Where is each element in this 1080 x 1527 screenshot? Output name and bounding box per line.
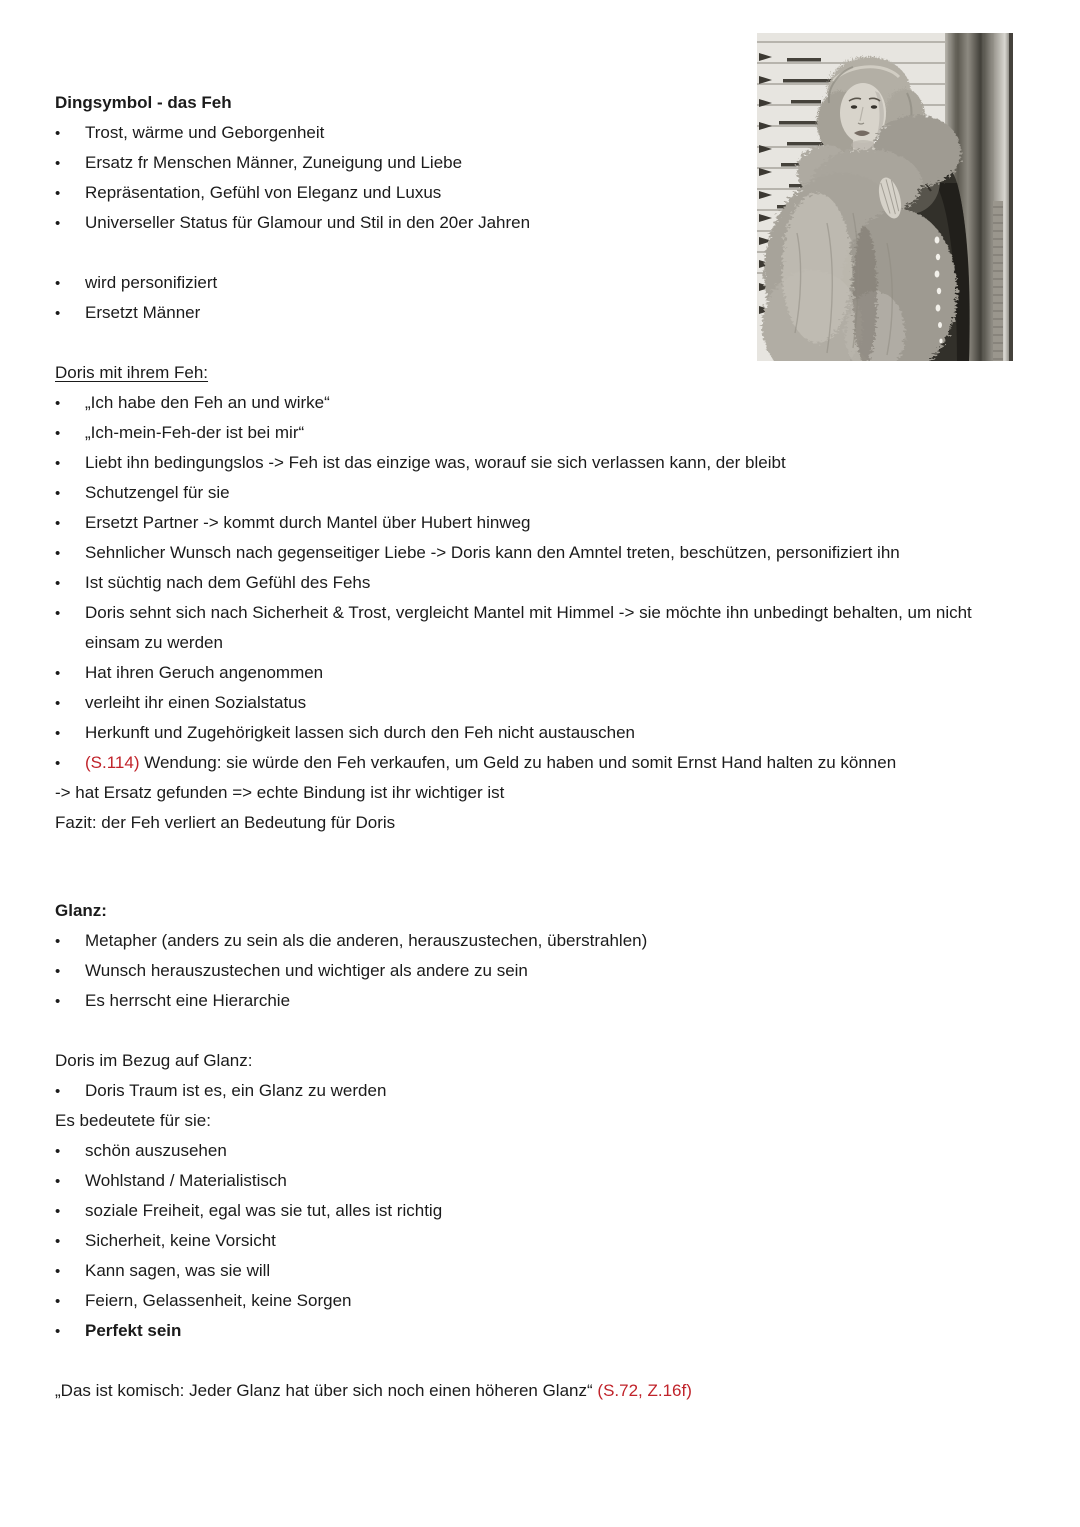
bullet-item — [55, 388, 972, 418]
bullet-icon: • — [55, 993, 61, 1010]
bullet-text: Liebt ihn bedingungslos -> Feh ist das einzige was, worauf sie sich verlassen kann, der bleibt — [85, 453, 786, 472]
bullet-item — [55, 148, 972, 178]
bullet-item — [55, 1226, 972, 1256]
bullet-item — [55, 1286, 972, 1316]
bullet-icon: • — [55, 125, 61, 142]
bullet-icon: • — [55, 215, 61, 232]
bullet-text: Kann sagen, was sie will — [85, 1261, 271, 1280]
bullet-item — [55, 478, 972, 508]
bullet-text: Wohlstand / Materialistisch — [85, 1171, 287, 1190]
bullet-icon: • — [55, 755, 61, 772]
bullet-icon: • — [55, 1083, 61, 1100]
bullet-text: soziale Freiheit, egal was sie tut, alles ist richtig — [85, 1201, 443, 1220]
bullet-icon: • — [55, 605, 61, 622]
bullet-item — [55, 1196, 972, 1226]
bullet-icon: • — [55, 695, 61, 712]
bullet-text: Sehnlicher Wunsch nach gegenseitiger Liebe -> Doris kann den Amntel treten, beschützen, personifiziert ihn — [85, 543, 900, 562]
bullet-icon: • — [55, 185, 61, 202]
bullet-text: Ersetzt Partner -> kommt durch Mantel über Hubert hinweg — [85, 513, 531, 532]
bullet-item — [55, 986, 972, 1016]
heading-feh: Dingsymbol - das Feh — [55, 93, 232, 112]
bullet-item — [55, 956, 972, 986]
bullet-text: Wendung: sie würde den Feh verkaufen, um Geld zu haben und somit Ernst Hand halten zu können — [144, 753, 897, 772]
bullet-item — [55, 118, 972, 148]
heading-doris-feh — [55, 358, 972, 388]
heading-glanz: Glanz: — [55, 901, 107, 920]
bullet-item — [55, 268, 972, 298]
bullet-item — [55, 538, 972, 568]
bullet-text: Universeller Status für Glamour und Stil in den 20er Jahren — [85, 213, 531, 232]
bullet-icon: • — [55, 545, 61, 562]
bullet-text: Doris sehnt sich nach Sicherheit & Trost, vergleicht Mantel mit Himmel -> sie möchte ihn unbedingt behalten, um nicht — [85, 603, 972, 622]
bullet-icon: • — [55, 425, 61, 442]
spacer — [55, 1346, 972, 1376]
bullet-item — [55, 658, 972, 688]
bullet-icon: • — [55, 1233, 61, 1250]
spacer — [55, 328, 972, 358]
bullet-text: Trost, wärme und Geborgenheit — [85, 123, 325, 142]
bullet-icon: • — [55, 275, 61, 292]
bullet-item-with-reference — [55, 748, 972, 778]
bullet-text: Schutzengel für sie — [85, 483, 230, 502]
bullet-text: Ersatz fr Menschen Männer, Zuneigung und Liebe — [85, 153, 463, 172]
bullet-item — [55, 508, 972, 538]
spacer — [55, 838, 972, 896]
arrow-note: -> hat Ersatz gefunden => echte Bindung ist ihr wichtiger ist — [55, 783, 505, 802]
bullet-text: Ersetzt Männer — [85, 303, 201, 322]
bullet-item — [55, 718, 972, 748]
bullet-icon: • — [55, 1143, 61, 1160]
doris-glanz-intro: Doris im Bezug auf Glanz: — [55, 1051, 253, 1070]
bullet-text: „Ich-mein-Feh-der ist bei mir“ — [85, 423, 305, 442]
bullet-icon: • — [55, 575, 61, 592]
bullet-icon: • — [55, 725, 61, 742]
bullet-item — [55, 688, 972, 718]
bullet-icon: • — [55, 395, 61, 412]
bullet-item — [55, 208, 972, 238]
bullet-text: Repräsentation, Gefühl von Eleganz und Luxus — [85, 183, 442, 202]
bullet-text: wird personifiziert — [85, 273, 218, 292]
page-reference: (S.114) — [85, 753, 140, 772]
underlined-title: Doris mit ihrem Feh: — [55, 363, 209, 382]
spacer — [55, 1016, 972, 1046]
bullet-icon: • — [55, 515, 61, 532]
bullet-icon: • — [55, 963, 61, 980]
bullet-text: Es herrscht eine Hierarchie — [85, 991, 291, 1010]
bullet-item — [55, 568, 972, 598]
bullet-text: Metapher (anders zu sein als die anderen, herauszustechen, überstrahlen) — [85, 931, 648, 950]
bullet-icon: • — [55, 1203, 61, 1220]
bullet-icon: • — [55, 485, 61, 502]
spacer — [55, 238, 972, 268]
bullet-item — [55, 1076, 972, 1106]
bullet-text: schön auszusehen — [85, 1141, 227, 1160]
bullet-item — [55, 1136, 972, 1166]
bullet-text: Ist süchtig nach dem Gefühl des Fehs — [85, 573, 371, 592]
means-label: Es bedeutete für sie: — [55, 1111, 211, 1130]
bullet-icon: • — [55, 1263, 61, 1280]
bullet-icon: • — [55, 455, 61, 472]
bullet-item — [55, 418, 972, 448]
bullet-text: Feiern, Gelassenheit, keine Sorgen — [85, 1291, 352, 1310]
fazit-note: Fazit: der Feh verliert an Bedeutung für Doris — [55, 813, 396, 832]
bullet-continuation: einsam zu werden — [85, 633, 223, 652]
bullet-item — [55, 1256, 972, 1286]
bullet-text: „Ich habe den Feh an und wirke“ — [85, 393, 330, 412]
quote-line — [55, 1376, 972, 1406]
bullet-item-bold — [55, 1316, 972, 1346]
bullet-icon: • — [55, 665, 61, 682]
bullet-text: Perfekt sein — [85, 1321, 182, 1340]
bullet-item — [55, 926, 972, 956]
bullet-text: Herkunft und Zugehörigkeit lassen sich durch den Feh nicht austauschen — [85, 723, 635, 742]
bullet-text: Doris Traum ist es, ein Glanz zu werden — [85, 1081, 387, 1100]
bullet-icon: • — [55, 1293, 61, 1310]
bullet-item — [55, 298, 972, 328]
bullet-item — [55, 1166, 972, 1196]
bullet-icon: • — [55, 305, 61, 322]
bullet-icon: • — [55, 933, 61, 950]
bullet-text: Hat ihren Geruch angenommen — [85, 663, 324, 682]
bullet-icon: • — [55, 1323, 61, 1340]
quote-text: „Das ist komisch: Jeder Glanz hat über sich noch einen höheren Glanz“ — [55, 1381, 593, 1400]
bullet-item — [55, 178, 972, 208]
bullet-icon: • — [55, 155, 61, 172]
bullet-text: Sicherheit, keine Vorsicht — [85, 1231, 276, 1250]
bullet-icon: • — [55, 1173, 61, 1190]
notes-document — [55, 0, 972, 1406]
bullet-item — [55, 448, 972, 478]
bullet-item — [55, 598, 972, 628]
bullet-text: Wunsch herauszustechen und wichtiger als andere zu sein — [85, 961, 528, 980]
bullet-text: verleiht ihr einen Sozialstatus — [85, 693, 307, 712]
quote-reference: (S.72, Z.16f) — [597, 1381, 692, 1400]
